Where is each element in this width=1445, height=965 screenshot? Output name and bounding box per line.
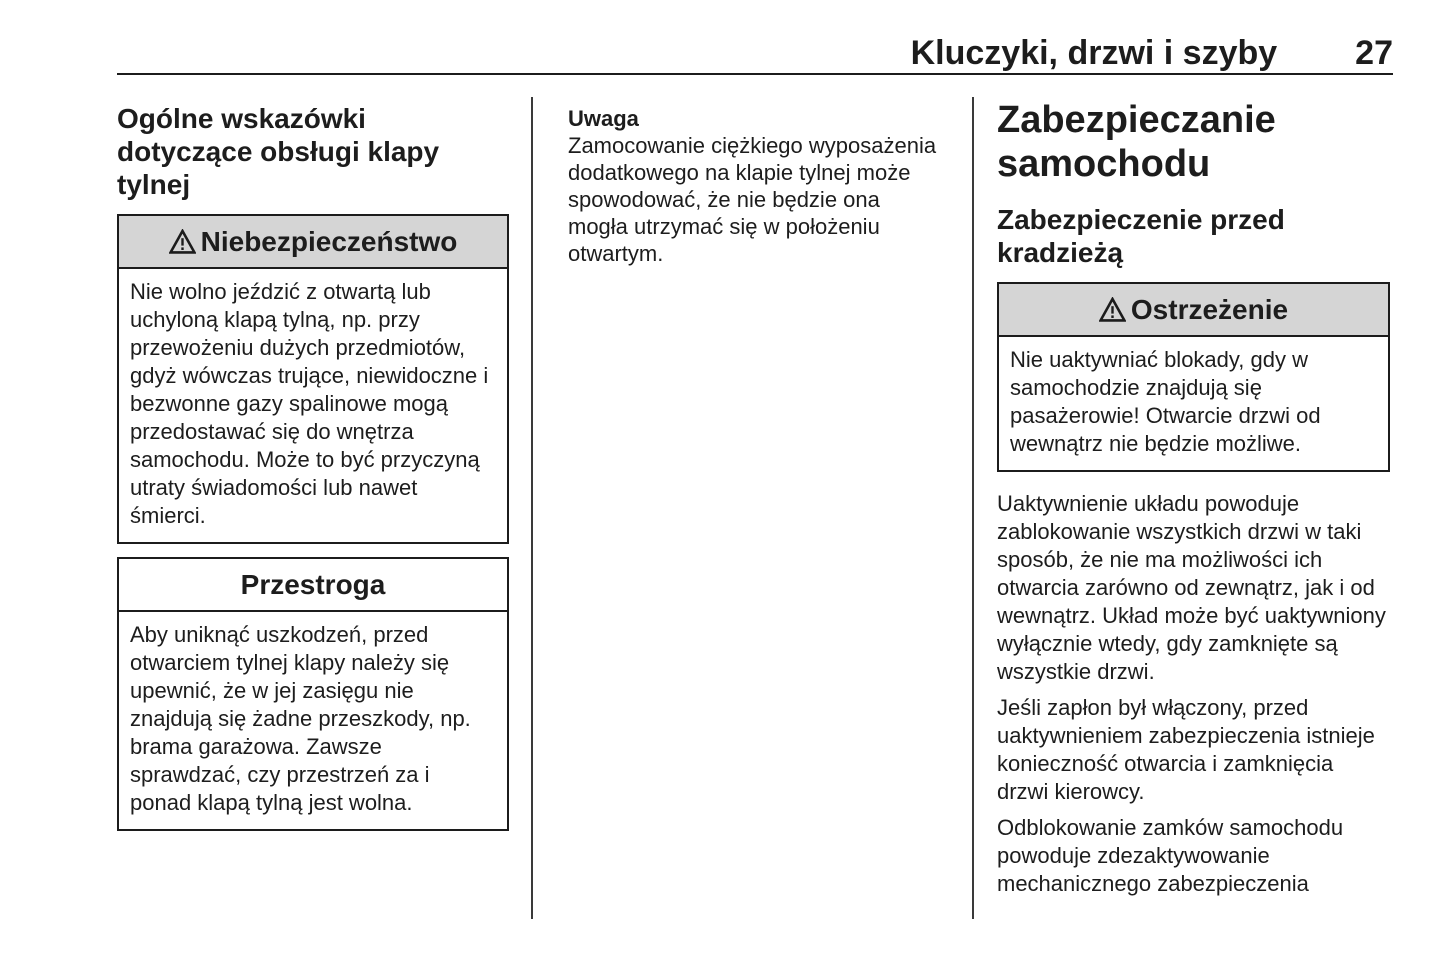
column-divider — [531, 97, 533, 919]
note-label: Uwaga — [568, 106, 639, 131]
page-number: 27 — [1355, 34, 1393, 72]
danger-box — [117, 214, 509, 544]
warning-triangle-icon — [169, 229, 196, 255]
warning-box-title: Ostrzeżenie — [1130, 293, 1289, 325]
danger-box-title: Niebezpieczeństwo — [200, 225, 458, 257]
body-paragraph: Jeśli zapłon był włączony, przed uaktywnieniem zabezpieczenia istnieje konieczność otwarcia i zamknięcia drzwi kierowcy. — [997, 695, 1375, 804]
caution-box — [117, 557, 509, 831]
column-divider — [972, 97, 974, 919]
column-3 — [997, 96, 1390, 898]
caution-box-title: Przestroga — [240, 568, 386, 600]
danger-box-header — [119, 216, 507, 269]
column-2 — [568, 96, 943, 267]
note-paragraph: Zamocowanie ciężkiego wyposażenia dodatkowego na klapie tylnej może spowodować, że nie będzie ona mogła utrzymać się w położeniu otwartym. — [568, 133, 937, 266]
section-subheading: Zabezpieczenie przed kradzieżą — [997, 204, 1285, 268]
section-heading: Ogólne wskazówki dotyczące obsługi klapy tylnej — [117, 103, 440, 200]
body-paragraph: Odblokowanie zamków samochodu powoduje zdezaktywowanie mechanicznego zabezpieczenia — [997, 815, 1344, 896]
warning-triangle-icon — [1099, 297, 1126, 323]
body-paragraph: Uaktywnienie układu powoduje zablokowanie wszystkich drzwi w taki sposób, że nie ma możliwości ich otwarcia zarówno od zewnątrz, jak i od wewnątrz. Układ może być uaktywniony wyłącznie wtedy, gdy zamknięte są wszystkie drzwi. — [997, 491, 1386, 684]
warning-box — [997, 282, 1390, 472]
header-chapter-title: Kluczyki, drzwi i szyby — [910, 34, 1278, 72]
column-1 — [117, 96, 509, 831]
warning-box-header — [999, 284, 1388, 337]
danger-box-body: Nie wolno jeździć z otwartą lub uchyloną klapą tylną, np. przy przewożeniu dużych przedmiotów, gdyż wówczas trujące, niewidoczne i bezwonne gazy spalinowe mogą przedostawać się do wnętrza samochodu. Może to być przyczyną utraty świadomości lub nawet śmierci. — [130, 279, 489, 528]
caution-box-header — [119, 559, 507, 612]
page-header — [117, 34, 1393, 72]
header-rule — [117, 73, 1393, 75]
warning-box-body: Nie uaktywniać blokady, gdy w samochodzie znajdują się pasażerowie! Otwarcie drzwi od wewnątrz nie będzie możliwe. — [1010, 347, 1321, 456]
chapter-heading: Zabezpieczanie samochodu — [997, 99, 1276, 185]
caution-box-body: Aby uniknąć uszkodzeń, przed otwarciem tylnej klapy należy się upewnić, że w jej zasięgu nie znajdują się żadne przeszkody, np. brama garażowa. Zawsze sprawdzać, czy przestrzeń za i ponad klapą tylną jest wolna. — [130, 622, 471, 815]
